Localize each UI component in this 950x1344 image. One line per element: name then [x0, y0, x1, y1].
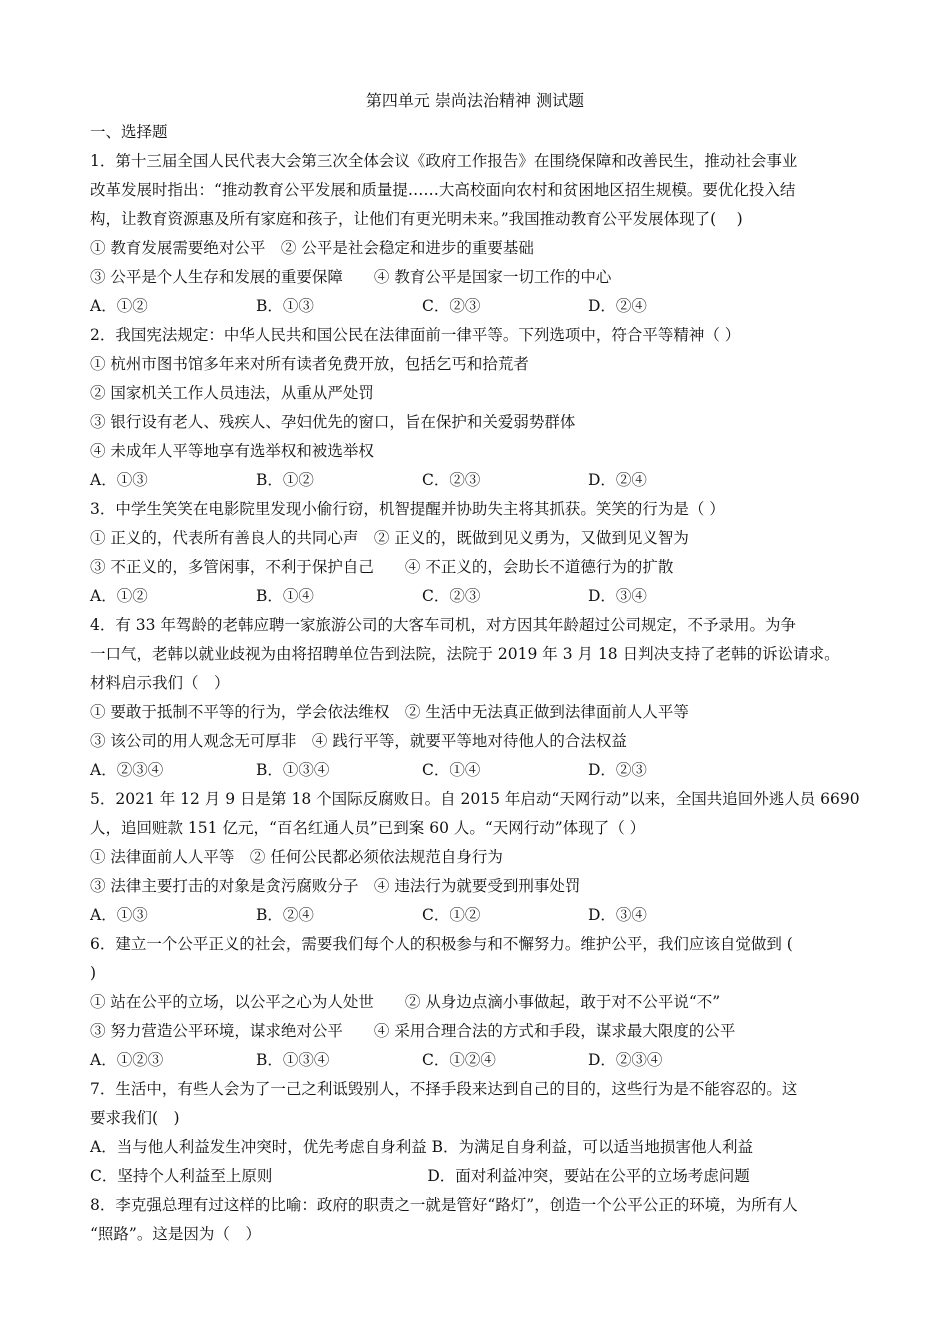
question-text-line: 1．第十三届全国人民代表大会第三次全体会议《政府工作报告》在围绕保障和改善民生，推动社会事业: [90, 152, 798, 170]
answer-options: [90, 466, 870, 495]
answer-options: [90, 582, 870, 611]
answer-option[interactable]: D．②④: [588, 297, 647, 315]
answer-option[interactable]: C．①②④: [422, 1051, 496, 1069]
question-text-line: 7．生活中，有些人会为了一己之利诋毁别人，不择手段来达到自己的目的，这些行为是不能容忍的。这: [90, 1080, 798, 1098]
question-8: [90, 1191, 870, 1249]
question-text-line: ④ 未成年人平等地享有选举权和被选举权: [90, 442, 374, 460]
answer-option[interactable]: D．③④: [588, 587, 647, 605]
question-4: [90, 611, 870, 785]
answer-option[interactable]: B．①②: [256, 471, 314, 489]
answer-options: [90, 292, 870, 321]
question-3: [90, 495, 870, 611]
question-text-line: ① 站在公平的立场，以公平之心为人处世 ② 从身边点滴小事做起，敢于对不公平说“不”: [90, 993, 721, 1011]
answer-option[interactable]: A．①②③: [90, 1051, 164, 1069]
questions-container: [90, 147, 870, 1249]
question-list: [90, 118, 870, 1249]
question-text-line: 构，让教育资源惠及所有家庭和孩子，让他们有更光明未来。”我国推动教育公平发展体现了( ): [90, 210, 743, 228]
question-text-line: ③ 公平是个人生存和发展的重要保障 ④ 教育公平是国家一切工作的中心: [90, 268, 612, 286]
answer-option[interactable]: B．①④: [256, 587, 314, 605]
question-text-line: 一口气，老韩以就业歧视为由将招聘单位告到法院，法院于 2019 年 3 月 18 日判决支持了老韩的诉讼请求。: [90, 645, 840, 663]
question-text-line: ② 国家机关工作人员违法，从重从严处罚: [90, 384, 374, 402]
answer-option[interactable]: B．①③④: [256, 1051, 330, 1069]
answer-option[interactable]: C．坚持个人利益至上原则 D．面对利益冲突，要站在公平的立场考虑问题: [90, 1167, 750, 1185]
question-text-line: ③ 法律主要打击的对象是贪污腐败分子 ④ 违法行为就要受到刑事处罚: [90, 877, 581, 895]
answer-option[interactable]: A．①③: [90, 906, 148, 924]
answer-option[interactable]: A．②③④: [90, 761, 164, 779]
answer-option[interactable]: C．②③: [422, 587, 481, 605]
question-text-line: ① 教育发展需要绝对公平 ② 公平是社会稳定和进步的重要基础: [90, 239, 534, 257]
answer-option[interactable]: A．当与他人利益发生冲突时，优先考虑自身利益 B．为满足自身利益，可以适当地损害他人利益: [90, 1138, 754, 1156]
question-5: [90, 785, 870, 930]
section-heading: 一、选择题: [90, 123, 168, 141]
question-text-line: ① 杭州市图书馆多年来对所有读者免费开放，包括乞丐和拾荒者: [90, 355, 529, 373]
answer-options: [90, 1046, 870, 1075]
question-text-line: ① 法律面前人人平等 ② 任何公民都必须依法规范自身行为: [90, 848, 503, 866]
page-title: 第四单元 崇尚法治精神 测试题: [365, 91, 585, 110]
question-7: [90, 1075, 870, 1191]
question-text-line: 4．有 33 年驾龄的老韩应聘一家旅游公司的大客车司机，对方因其年龄超过公司规定，不予录用。为争: [90, 616, 796, 634]
question-text-line: ③ 银行设有老人、残疾人、孕妇优先的窗口，旨在保护和关爱弱势群体: [90, 413, 576, 431]
answer-options: [90, 901, 870, 930]
answer-option[interactable]: A．①②: [90, 587, 148, 605]
answer-option[interactable]: D．②③: [588, 761, 647, 779]
answer-option[interactable]: D．②④: [588, 471, 647, 489]
question-text-line: 要求我们( ): [90, 1109, 180, 1127]
question-1: [90, 147, 870, 321]
question-text-line: 材料启示我们（ ）: [90, 674, 230, 692]
answer-option[interactable]: B．①③④: [256, 761, 330, 779]
answer-option[interactable]: C．②③: [422, 297, 481, 315]
question-text-line: 5．2021 年 12 月 9 日是第 18 个国际反腐败日。自 2015 年启动“天网行动”以来，全国共追回外逃人员 6690: [90, 790, 860, 808]
answer-option[interactable]: C．②③: [422, 471, 481, 489]
answer-option[interactable]: B．②④: [256, 906, 314, 924]
answer-option[interactable]: A．①②: [90, 297, 148, 315]
question-text-line: 8．李克强总理有过这样的比喻：政府的职责之一就是管好“路灯”，创造一个公平公正的环境，为所有人: [90, 1196, 798, 1214]
question-text-line: 3．中学生笑笑在电影院里发现小偷行窃，机智提醒并协助失主将其抓获。笑笑的行为是（ ）: [90, 500, 725, 518]
question-text-line: 改革发展时指出：“推动教育公平发展和质量提……大高校面向农村和贫困地区招生规模。要优化投入结: [90, 181, 796, 199]
question-text-line: ③ 不正义的，多管闲事，不利于保护自己 ④ 不正义的，会助长不道德行为的扩散: [90, 558, 674, 576]
question-text-line: 2．我国宪法规定：中华人民共和国公民在法律面前一律平等。下列选项中，符合平等精神（ ）: [90, 326, 741, 344]
answer-option[interactable]: C．①②: [422, 906, 481, 924]
answer-option[interactable]: C．①④: [422, 761, 481, 779]
answer-option[interactable]: A．①③: [90, 471, 148, 489]
question-text-line: 人，追回赃款 151 亿元，“百名红通人员”已到案 60 人。“天网行动”体现了（ ）: [90, 819, 646, 837]
question-text-line: ③ 努力营造公平环境，谋求绝对公平 ④ 采用合理合法的方式和手段，谋求最大限度的公平: [90, 1022, 736, 1040]
question-text-line: ① 要敢于抵制不平等的行为，学会依法维权 ② 生活中无法真正做到法律面前人人平等: [90, 703, 689, 721]
question-text-line: ③ 该公司的用人观念无可厚非 ④ 践行平等，就要平等地对待他人的合法权益: [90, 732, 627, 750]
answer-options: [90, 756, 870, 785]
answer-option[interactable]: B．①③: [256, 297, 314, 315]
question-text-line: 6．建立一个公平正义的社会，需要我们每个人的积极参与和不懈努力。维护公平，我们应该自觉做到 (: [90, 935, 793, 953]
question-text-line: “照路”。这是因为（ ）: [90, 1225, 261, 1243]
answer-option[interactable]: D．②③④: [588, 1051, 663, 1069]
answer-option[interactable]: D．③④: [588, 906, 647, 924]
question-6: [90, 930, 870, 1075]
question-2: [90, 321, 870, 495]
question-text-line: ① 正义的，代表所有善良人的共同心声 ② 正义的，既做到见义勇为，又做到见义智为: [90, 529, 689, 547]
question-text-line: ): [90, 964, 97, 982]
